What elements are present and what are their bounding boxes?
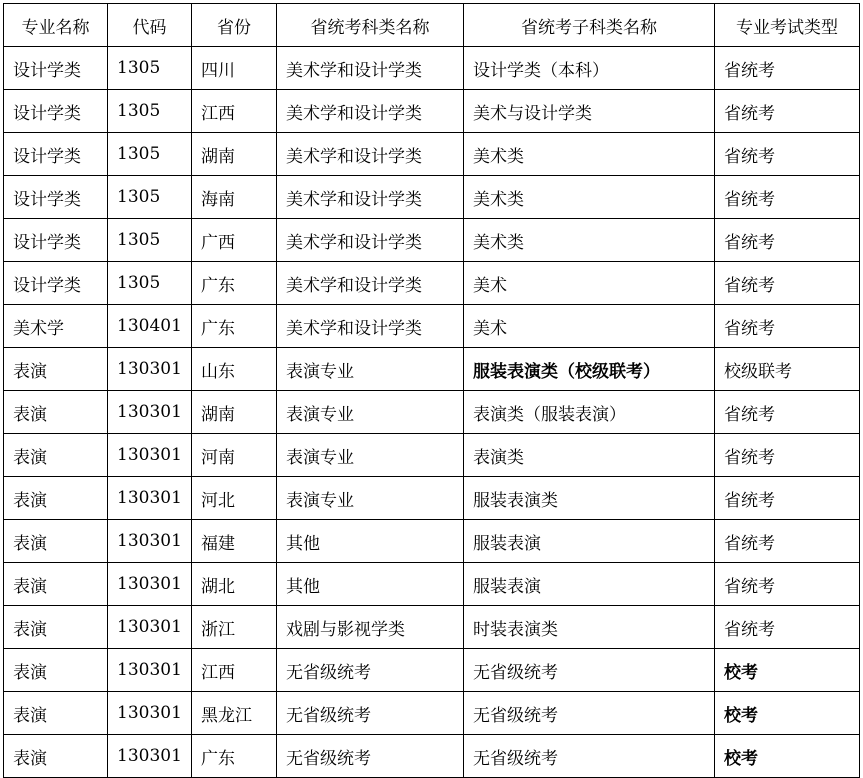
cell-province: 广东 bbox=[192, 262, 277, 305]
cell-category: 无省级统考 bbox=[277, 649, 464, 692]
cell-exam-type: 校考 bbox=[715, 649, 860, 692]
cell-code: 130301 bbox=[108, 520, 192, 563]
cell-code: 130401 bbox=[108, 305, 192, 348]
cell-exam-type: 省统考 bbox=[715, 176, 860, 219]
cell-exam-type: 省统考 bbox=[715, 219, 860, 262]
cell-code: 130301 bbox=[108, 477, 192, 520]
header-exam-type: 专业考试类型 bbox=[715, 4, 860, 47]
table-row bbox=[4, 563, 860, 606]
cell-code: 130301 bbox=[108, 391, 192, 434]
cell-province: 广东 bbox=[192, 735, 277, 778]
header-province: 省份 bbox=[192, 4, 277, 47]
cell-exam-type: 省统考 bbox=[715, 305, 860, 348]
cell-category: 其他 bbox=[277, 520, 464, 563]
table-row bbox=[4, 305, 860, 348]
cell-exam-type: 省统考 bbox=[715, 477, 860, 520]
cell-province: 浙江 bbox=[192, 606, 277, 649]
cell-major-name: 表演 bbox=[4, 606, 108, 649]
cell-subcategory: 美术 bbox=[464, 305, 715, 348]
cell-province: 广东 bbox=[192, 305, 277, 348]
cell-province: 江西 bbox=[192, 649, 277, 692]
cell-subcategory: 服装表演类 bbox=[464, 477, 715, 520]
cell-exam-type: 省统考 bbox=[715, 47, 860, 90]
cell-code: 130301 bbox=[108, 563, 192, 606]
cell-subcategory: 美术类 bbox=[464, 176, 715, 219]
cell-category: 美术学和设计学类 bbox=[277, 305, 464, 348]
cell-code: 1305 bbox=[108, 262, 192, 305]
cell-subcategory: 无省级统考 bbox=[464, 735, 715, 778]
cell-province: 江西 bbox=[192, 90, 277, 133]
cell-major-name: 设计学类 bbox=[4, 176, 108, 219]
cell-category: 戏剧与影视学类 bbox=[277, 606, 464, 649]
table-row bbox=[4, 477, 860, 520]
cell-code: 130301 bbox=[108, 735, 192, 778]
cell-subcategory: 美术类 bbox=[464, 219, 715, 262]
cell-exam-type: 省统考 bbox=[715, 563, 860, 606]
table-row bbox=[4, 133, 860, 176]
header-code: 代码 bbox=[108, 4, 192, 47]
cell-subcategory: 美术与设计学类 bbox=[464, 90, 715, 133]
cell-province: 山东 bbox=[192, 348, 277, 391]
cell-code: 130301 bbox=[108, 434, 192, 477]
cell-province: 海南 bbox=[192, 176, 277, 219]
table-row bbox=[4, 47, 860, 90]
cell-category: 表演专业 bbox=[277, 391, 464, 434]
cell-exam-type: 省统考 bbox=[715, 606, 860, 649]
cell-code: 1305 bbox=[108, 133, 192, 176]
cell-major-name: 表演 bbox=[4, 735, 108, 778]
cell-code: 1305 bbox=[108, 90, 192, 133]
table-row bbox=[4, 176, 860, 219]
table-row bbox=[4, 735, 860, 778]
cell-exam-type: 省统考 bbox=[715, 391, 860, 434]
cell-major-name: 设计学类 bbox=[4, 133, 108, 176]
cell-major-name: 表演 bbox=[4, 348, 108, 391]
header-category: 省统考科类名称 bbox=[277, 4, 464, 47]
cell-major-name: 设计学类 bbox=[4, 90, 108, 133]
document-page bbox=[3, 3, 860, 778]
cell-exam-type: 省统考 bbox=[715, 90, 860, 133]
cell-category: 无省级统考 bbox=[277, 735, 464, 778]
cell-code: 130301 bbox=[108, 606, 192, 649]
table-row bbox=[4, 262, 860, 305]
table-row bbox=[4, 606, 860, 649]
table-row bbox=[4, 520, 860, 563]
cell-exam-type: 省统考 bbox=[715, 262, 860, 305]
cell-major-name: 设计学类 bbox=[4, 219, 108, 262]
cell-code: 1305 bbox=[108, 47, 192, 90]
cell-exam-type: 校考 bbox=[715, 692, 860, 735]
cell-province: 四川 bbox=[192, 47, 277, 90]
cell-subcategory: 无省级统考 bbox=[464, 692, 715, 735]
table-row bbox=[4, 692, 860, 735]
cell-code: 1305 bbox=[108, 219, 192, 262]
cell-category: 美术学和设计学类 bbox=[277, 133, 464, 176]
table-row bbox=[4, 649, 860, 692]
cell-province: 黑龙江 bbox=[192, 692, 277, 735]
cell-major-name: 表演 bbox=[4, 563, 108, 606]
cell-major-name: 表演 bbox=[4, 391, 108, 434]
cell-category: 表演专业 bbox=[277, 434, 464, 477]
cell-major-name: 表演 bbox=[4, 692, 108, 735]
table-row bbox=[4, 434, 860, 477]
table-row bbox=[4, 348, 860, 391]
cell-category: 美术学和设计学类 bbox=[277, 219, 464, 262]
header-major-name: 专业名称 bbox=[4, 4, 108, 47]
cell-exam-type: 校考 bbox=[715, 735, 860, 778]
cell-exam-type: 校级联考 bbox=[715, 348, 860, 391]
cell-major-name: 设计学类 bbox=[4, 47, 108, 90]
cell-category: 美术学和设计学类 bbox=[277, 262, 464, 305]
cell-category: 其他 bbox=[277, 563, 464, 606]
cell-exam-type: 省统考 bbox=[715, 133, 860, 176]
cell-province: 湖南 bbox=[192, 133, 277, 176]
exam-type-table bbox=[3, 3, 860, 778]
cell-major-name: 美术学 bbox=[4, 305, 108, 348]
table-row bbox=[4, 90, 860, 133]
cell-category: 无省级统考 bbox=[277, 692, 464, 735]
cell-subcategory: 表演类 bbox=[464, 434, 715, 477]
cell-category: 表演专业 bbox=[277, 348, 464, 391]
cell-major-name: 设计学类 bbox=[4, 262, 108, 305]
cell-major-name: 表演 bbox=[4, 649, 108, 692]
cell-province: 广西 bbox=[192, 219, 277, 262]
cell-province: 湖北 bbox=[192, 563, 277, 606]
cell-code: 1305 bbox=[108, 176, 192, 219]
header-row bbox=[4, 4, 860, 47]
cell-subcategory: 美术 bbox=[464, 262, 715, 305]
table-row bbox=[4, 219, 860, 262]
cell-subcategory: 服装表演类（校级联考） bbox=[464, 348, 715, 391]
table-body bbox=[4, 47, 860, 778]
cell-subcategory: 美术类 bbox=[464, 133, 715, 176]
cell-major-name: 表演 bbox=[4, 434, 108, 477]
cell-category: 美术学和设计学类 bbox=[277, 90, 464, 133]
cell-major-name: 表演 bbox=[4, 520, 108, 563]
cell-subcategory: 服装表演 bbox=[464, 563, 715, 606]
cell-exam-type: 省统考 bbox=[715, 520, 860, 563]
cell-subcategory: 时装表演类 bbox=[464, 606, 715, 649]
cell-province: 河南 bbox=[192, 434, 277, 477]
cell-category: 表演专业 bbox=[277, 477, 464, 520]
cell-major-name: 表演 bbox=[4, 477, 108, 520]
cell-code: 130301 bbox=[108, 348, 192, 391]
cell-subcategory: 无省级统考 bbox=[464, 649, 715, 692]
cell-exam-type: 省统考 bbox=[715, 434, 860, 477]
cell-subcategory: 设计学类（本科） bbox=[464, 47, 715, 90]
cell-code: 130301 bbox=[108, 649, 192, 692]
header-subcategory: 省统考子科类名称 bbox=[464, 4, 715, 47]
table-row bbox=[4, 391, 860, 434]
cell-category: 美术学和设计学类 bbox=[277, 176, 464, 219]
cell-province: 河北 bbox=[192, 477, 277, 520]
cell-province: 湖南 bbox=[192, 391, 277, 434]
cell-code: 130301 bbox=[108, 692, 192, 735]
cell-subcategory: 表演类（服装表演） bbox=[464, 391, 715, 434]
cell-province: 福建 bbox=[192, 520, 277, 563]
cell-category: 美术学和设计学类 bbox=[277, 47, 464, 90]
cell-subcategory: 服装表演 bbox=[464, 520, 715, 563]
